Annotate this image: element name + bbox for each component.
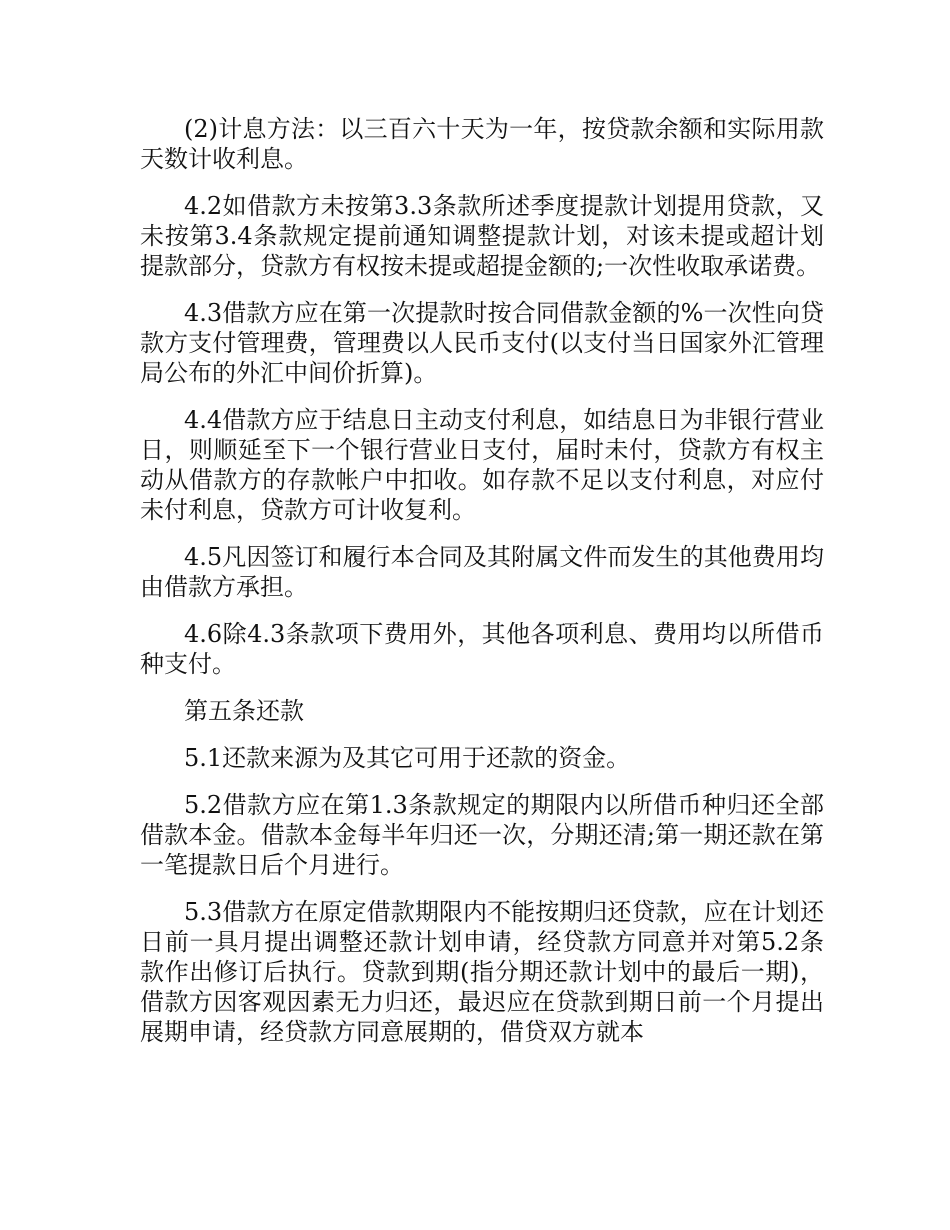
paragraph-clause-5-1: 5.1还款来源为及其它可用于还款的资金。	[184, 744, 631, 772]
paragraph-clause-4-6: 4.6除4.3条款项下费用外，其他各项利息、费用均以所借币种支付。	[140, 620, 824, 678]
document-body	[140, 114, 824, 1047]
paragraph-clause-4-3: 4.3借款方应在第一次提款时按合同借款金额的%一次性向贷款方支付管理费，管理费以人民币支付(以支付当日国家外汇管理局公布的外汇中间价折算)。	[140, 299, 824, 387]
paragraph-clause-4-2: 4.2如借款方未按第3.3条款所述季度提款计划提用贷款，又未按第3.4条款规定提前通知调整提款计划，对该未提或超计划提款部分，贷款方有权按未提或超提金额的;一次性收取承诺费。	[140, 192, 824, 280]
paragraph-interest-method: (2)计息方法：以三百六十天为一年，按贷款余额和实际用款天数计收利息。	[140, 115, 824, 173]
paragraph-clause-4-5: 4.5凡因签订和履行本合同及其附属文件而发生的其他费用均由借款方承担。	[140, 543, 824, 601]
section-heading-article-5: 第五条还款	[184, 697, 304, 725]
paragraph-clause-5-2: 5.2借款方应在第1.3条款规定的期限内以所借币种归还全部借款本金。借款本金每半年归还一次，分期还清;第一期还款在第一笔提款日后个月进行。	[140, 791, 824, 879]
paragraph-clause-4-4: 4.4借款方应于结息日主动支付利息，如结息日为非银行营业日，则顺延至下一个银行营业日支付，届时未付，贷款方有权主动从借款方的存款帐户中扣收。如存款不足以支付利息，对应付未付利息，贷款方可计收复利。	[140, 406, 824, 524]
paragraph-clause-5-3: 5.3借款方在原定借款期限内不能按期归还贷款，应在计划还日前一具月提出调整还款计划申请，经贷款方同意并对第5.2条款作出修订后执行。贷款到期(指分期还款计划中的最后一期)，借款方因客观因素无力归还，最迟应在贷款到期日前一个月提出展期申请，经贷款方同意展期的，借贷双方就本	[140, 898, 824, 1046]
